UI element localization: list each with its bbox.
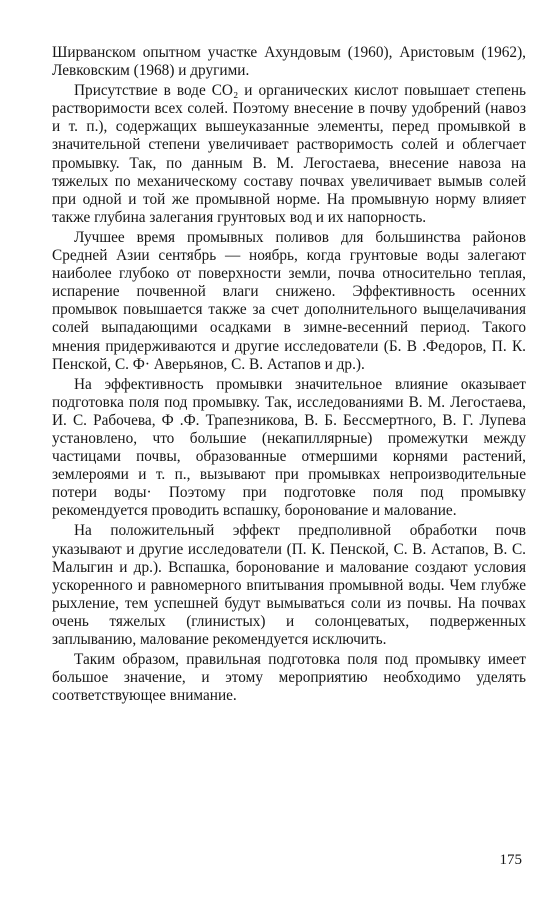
page-number: 175 — [499, 852, 522, 868]
body-text — [52, 44, 526, 707]
paragraph-best-time: Лучшее время промывных поливов для большинства районов Средней Азии сентябрь — ноябрь, когда грунтовые воды залегают наиболее глубоко от поверхности земли, почва относительно теплая, испарение почвенной влаги снижено. Эффективность осенних промывок повышается также за счет дополнительного выщелачивания солей выпадающими осадками в зимне-весенний период. Такого мнения придерживаются и другие исследователи (Б. В .Федоров, П. К. Пенской, С. Ф· Аверьянов, С. В. Астапов и др.). — [52, 228, 526, 373]
paragraph-field-preparation: На эффективность промывки значительное влияние оказывает подготовка поля под промывку. Так, исследованиями В. М. Легостаева, И. С. Рабочева, Ф .Ф. Трапезникова, В. Б. Бессмертного, В. Г. Лупева установлено, что большие (некапиллярные) промежутки между частицами почвы, образованные отмершими корнями растений, землероями и т. п., вызывают при промывках непроизводительные потери воды· Поэтому при подготовке поля под промывку рекомендуется проводить вспашку, боронование и малование. — [52, 375, 526, 520]
paragraph-co2-solubility: Присутствие в воде CO₂ и органических кислот повышает степень растворимости всех солей. Поэтому внесение в почву удобрений (навоз и т. п.), содержащих вышеуказанные элементы, перед промывкой в значительной степени увеличивает растворимость солей и облегчает промывку. Так, по данным В. М. Легостаева, внесение навоза на тяжелых по механическому составу почвах увеличивает вымыв солей при одной и той же промывной норме. На промывную норму влияет также глубина залегания грунтовых вод и их напорность. — [52, 82, 526, 226]
paragraph-conclusion: Таким образом, правильная подготовка поля под промывку имеет большое значение, и этому мероприятию необходимо уделять соответствующее внимание. — [52, 651, 526, 705]
paragraph-pre-irrigation-treatment: На положительный эффект предполивной обработки почв указывают и другие исследователи (П. К. Пенской, С. В. Астапов, В. С. Малыгин и др.). Вспашка, боронование и малование создают условия ускоренного и равномерного впитывания промывной воды. Чем глубже рыхление, тем успешней будут вымываться соли из почвы. На почвах очень тяжелых (глинистых) и солонцеватых, подверженных заплыванию, малование рекомендуется исключить. — [52, 522, 526, 648]
paragraph-continuation: Ширванском опытном участке Ахундовым (1960), Аристовым (1962), Левковским (1968) и другими. — [52, 44, 526, 80]
